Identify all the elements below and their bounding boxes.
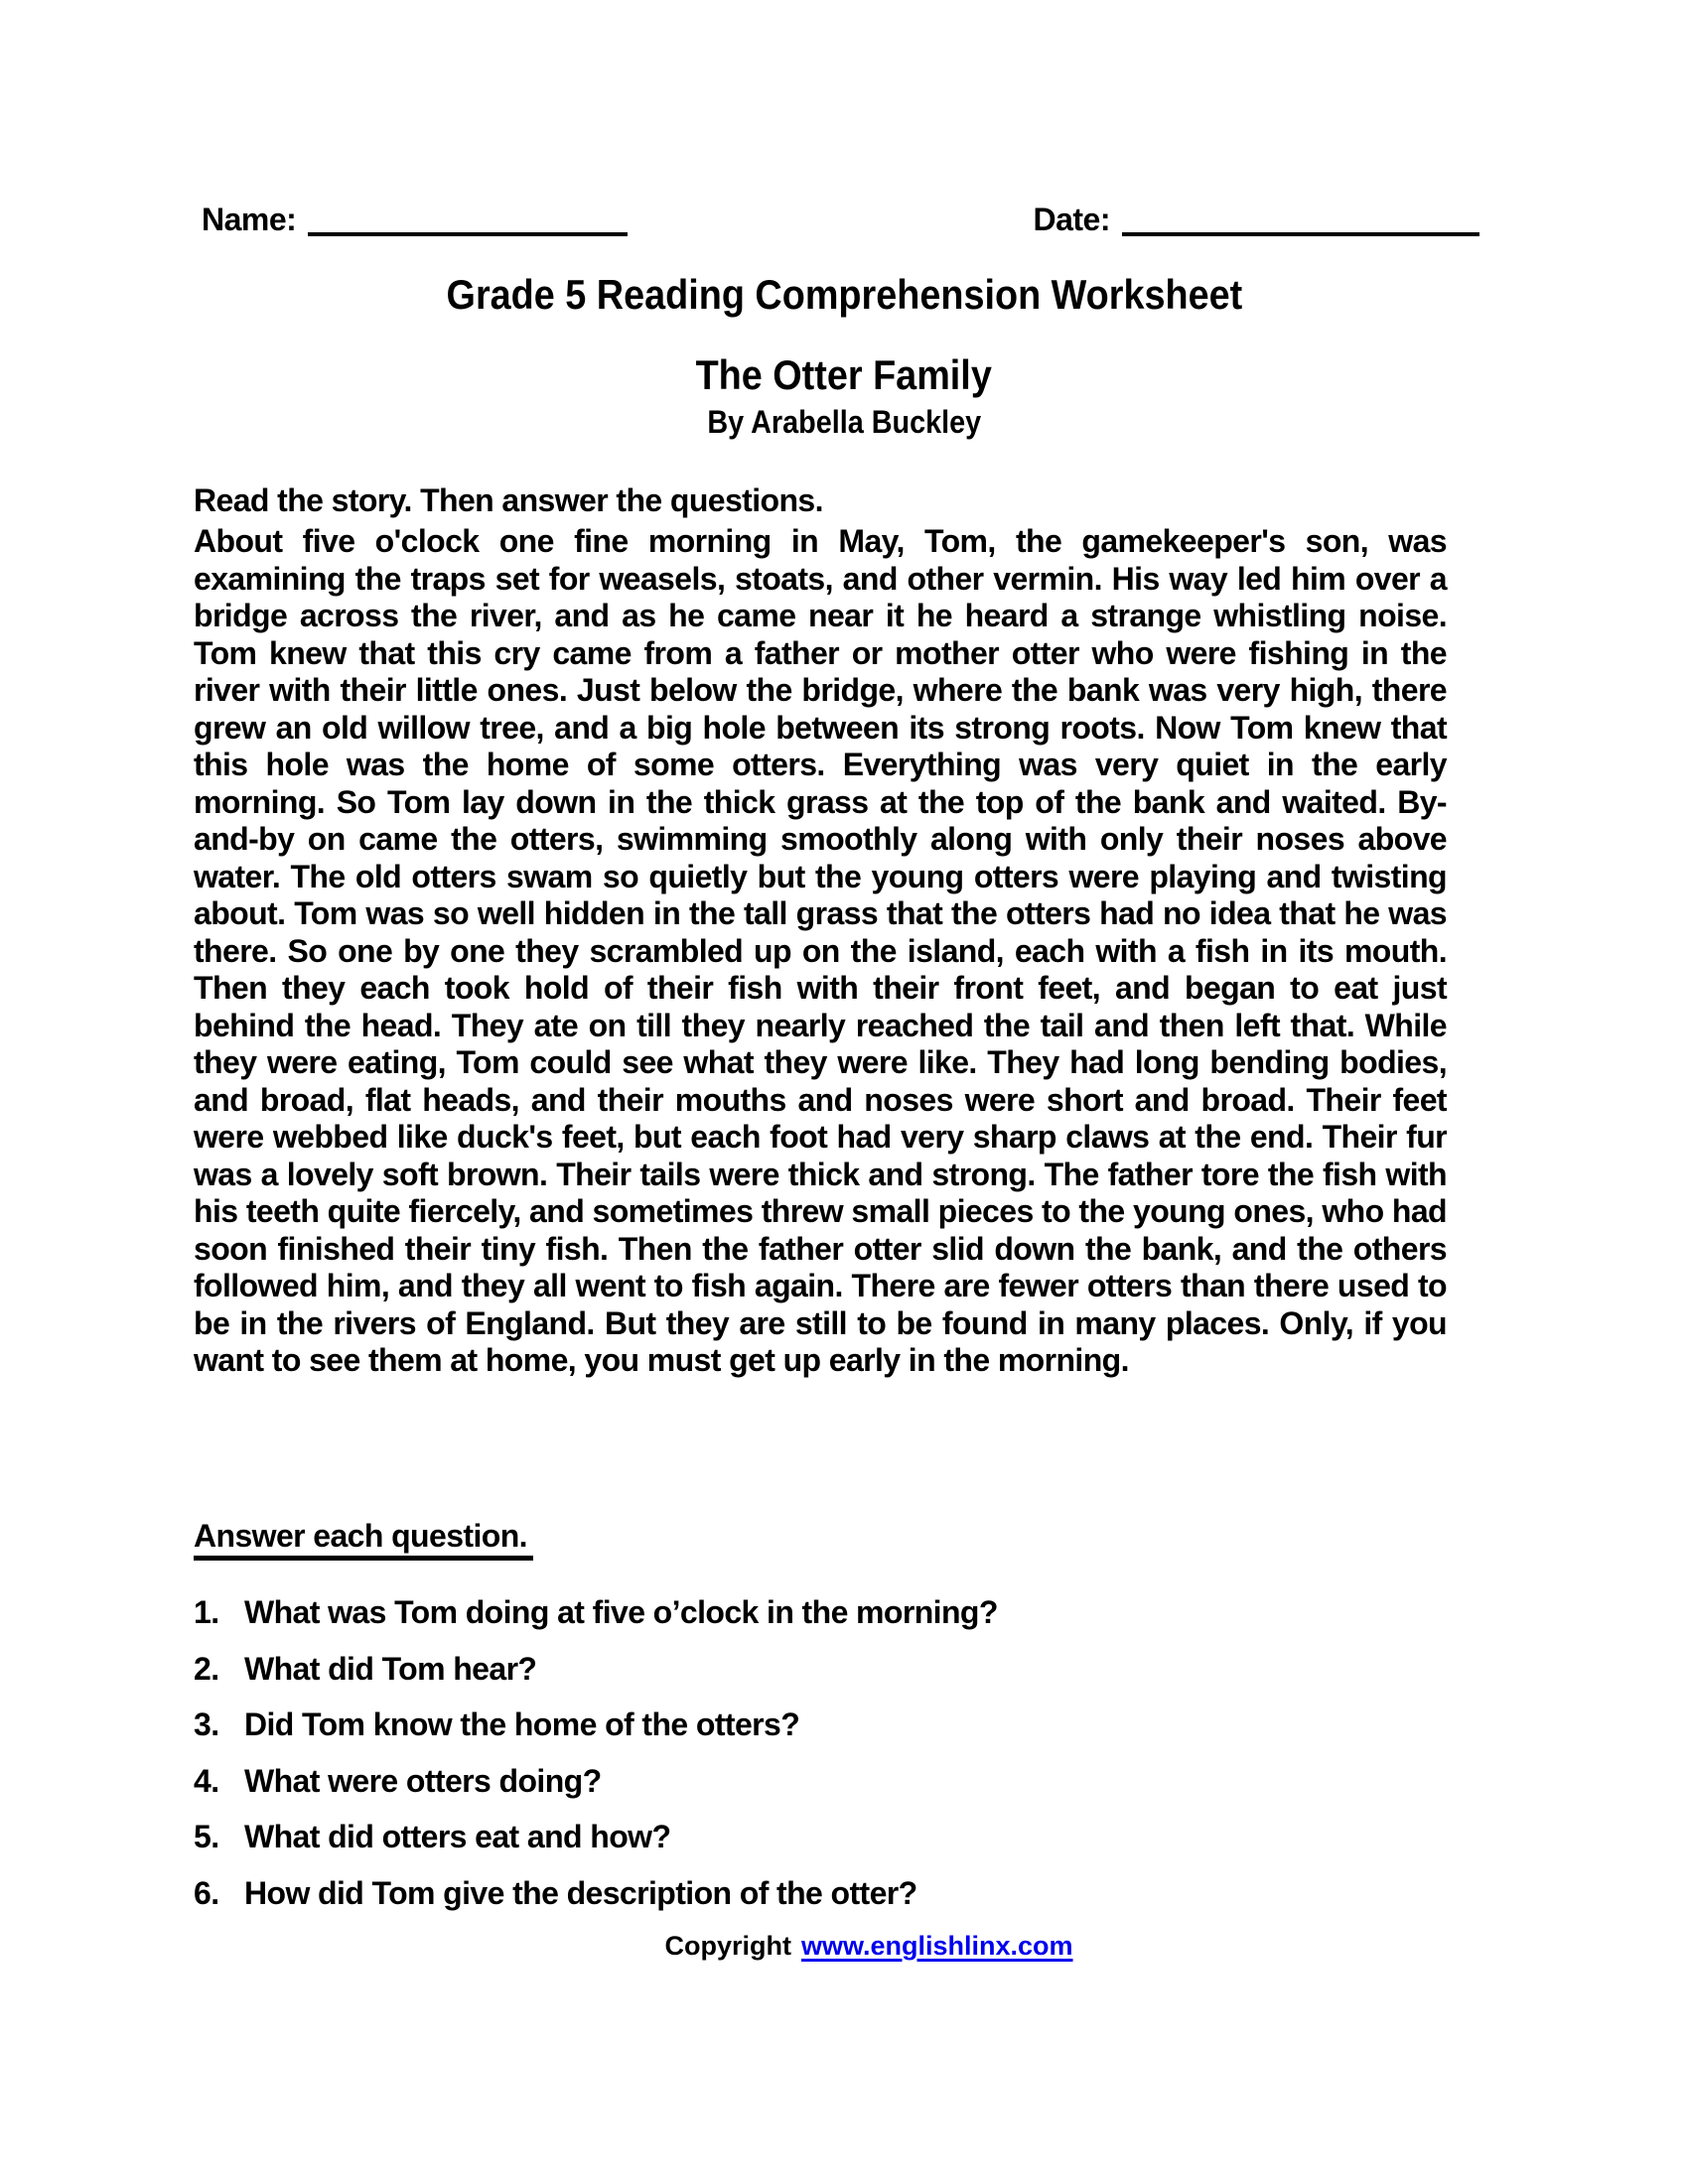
answer-heading <box>194 1518 533 1561</box>
copyright-label: Copyright <box>664 1931 791 1961</box>
copyright-link[interactable]: www.englishlinx.com <box>800 1931 1073 1961</box>
question-item <box>194 1819 1447 1856</box>
question-item <box>194 1875 1447 1913</box>
question-number: 3. <box>194 1706 219 1742</box>
byline <box>0 404 1688 441</box>
date-field <box>1033 203 1479 236</box>
question-number: 6. <box>194 1874 219 1911</box>
read-instruction: Read the story. Then answer the questions. <box>194 482 823 518</box>
worksheet-title-text: Grade 5 Reading Comprehension Worksheet <box>446 271 1242 318</box>
date-blank-line <box>1122 203 1479 236</box>
question-list <box>194 1594 1447 1931</box>
question-item <box>194 1763 1447 1801</box>
name-blank-line <box>308 203 628 236</box>
header-row <box>202 203 1479 236</box>
story-title <box>0 351 1688 399</box>
question-item <box>194 1594 1447 1632</box>
byline-text: By Arabella Buckley <box>707 404 981 440</box>
question-item <box>194 1651 1447 1689</box>
story-title-text: The Otter Family <box>695 351 993 398</box>
question-text: What was Tom doing at five o’clock in the morning? <box>244 1594 998 1630</box>
copyright-line <box>194 1930 1544 1962</box>
worksheet-title <box>0 271 1688 319</box>
name-field <box>202 203 628 236</box>
answer-heading-text: Answer each question. <box>194 1518 533 1561</box>
question-text: Did Tom know the home of the otters? <box>244 1706 800 1742</box>
date-label: Date: <box>1033 202 1110 237</box>
name-label: Name: <box>202 202 297 237</box>
question-number: 1. <box>194 1594 219 1630</box>
question-text: What were otters doing? <box>244 1762 602 1799</box>
question-item <box>194 1706 1447 1744</box>
question-number: 4. <box>194 1762 219 1799</box>
question-text: What did Tom hear? <box>244 1650 537 1687</box>
question-number: 5. <box>194 1819 219 1854</box>
question-text: How did Tom give the description of the otter? <box>244 1874 917 1911</box>
question-text: What did otters eat and how? <box>244 1819 671 1854</box>
question-number: 2. <box>194 1650 219 1687</box>
story-text: About five o'clock one fine morning in May, Tom, the gamekeeper's son, was examining the traps set for weasels, stoats, and other vermin. His way led him over a bridge across the river, and as he came near it he heard a strange whistling noise. Tom knew that this cry came from a father or mother otter who were fishing in the river with their little ones. Just below the bridge, where the bank was very high, there grew an old willow tree, and a big hole between its strong roots. Now Tom knew that this hole was the home of some otters. Everything was very quiet in the early morning. So Tom lay down in the thick grass at the top of the bank and waited. By-and-by on came the otters, swimming smoothly along with only their noses above water. The old otters swam so quietly but the young otters were playing and twisting about. Tom was so well hidden in the tall grass that the otters had no idea that he was there. So one by one they scrambled up on the island, each with a fish in its mouth. Then they each took hold of their fish with their front feet, and began to eat just behind the head. They ate on till they nearly reached the tail and then left that. While they were eating, Tom could see what they were like. They had long bending bodies, and broad, flat heads, and their mouths and noses were short and broad. Their feet were webbed like duck's feet, but each foot had very sharp claws at the end. Their fur was a lovely soft brown. Their tails were thick and strong. The father tore the fish with his teeth quite fiercely, and sometimes threw small pieces to the young ones, who had soon finished their tiny fish. Then the father otter slid down the bank, and the others followed him, and they all went to fish again. There are fewer otters than there used to be in the rivers of England. But they are still to be found in many places. Only, if you want to see them at home, you must get up early in the morning. <box>194 523 1447 1378</box>
